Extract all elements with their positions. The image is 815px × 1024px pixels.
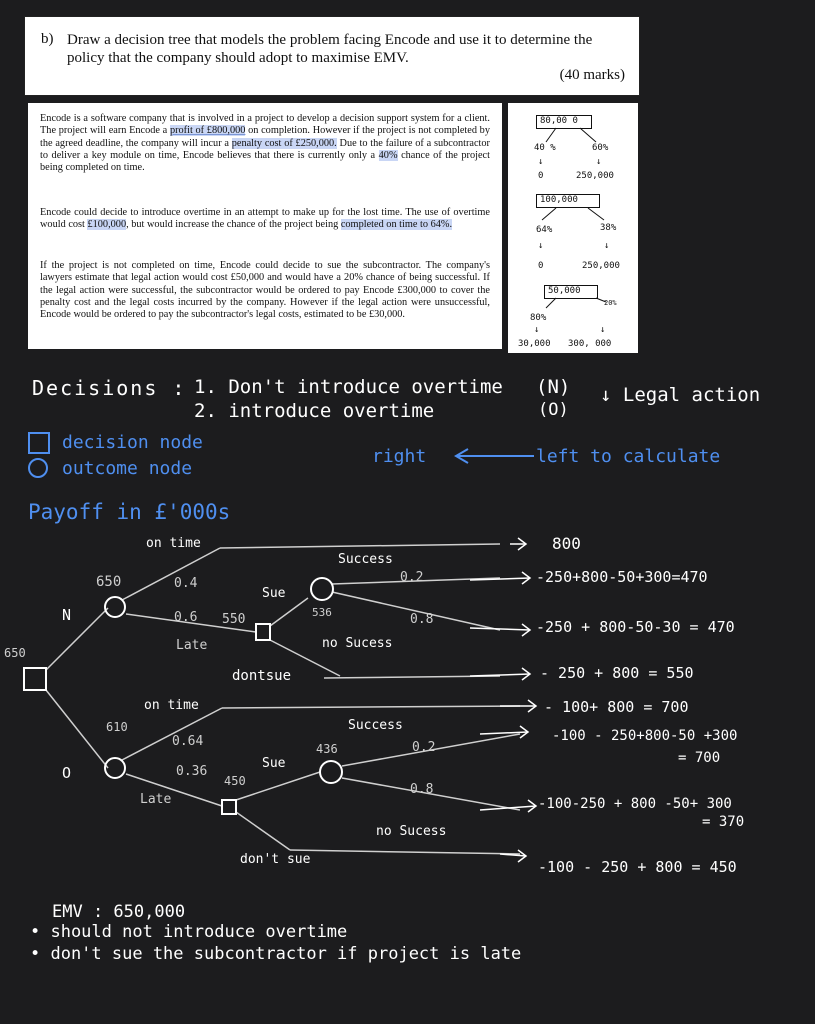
bottom-late-decision-node [222,800,236,814]
side-p20: 20% [604,299,617,307]
emv-result: EMV : 650,000 [52,902,186,922]
o-outcome-node [105,758,125,778]
top-late-decision-node [256,624,270,640]
right-label: right [372,446,427,467]
n-value: 650 [96,574,122,590]
no-success-top-label: no Sucess [322,636,393,651]
passage-paragraph-2: Encode could decide to introduce overtime in an attempt to make up for the lost time. The use of overtime would cost £100,000, but would increase the chance of the project being completed on time to 64%. [40,207,490,231]
question-text: Draw a decision tree that models the problem facing Encode and use it to determine the policy that the company should adopt to maximise EMV. [67,32,593,66]
side-v250b: 250,000 [582,261,620,271]
payoff-row-4: - 250 + 800 = 550 [540,664,694,682]
p06-label: 0.6 [174,610,198,625]
success-top-label: Success [338,552,393,567]
v436-label: 436 [316,742,338,756]
side-v0b: 0 [538,261,544,271]
side-p64: 64% [536,225,553,235]
p08-bottom-label: 0.8 [410,782,434,797]
side-v300: 300, 000 [568,339,612,349]
dontsue-bottom-label: don't sue [240,852,311,867]
sue-top-label: Sue [262,586,286,601]
payoff-row-7a: -100-250 + 800 -50+ 300 [538,796,732,812]
side-v30: 30,000 [518,339,551,349]
decision-code-n: (N) [536,376,571,398]
late-bottom-label: Late [140,792,172,807]
conclusion-2: • don't sue the subcontractor if project is late [30,944,522,964]
v550-label: 550 [222,612,246,627]
side-arrow: ↓ [600,325,606,335]
side-arrow: ↓ [534,325,540,335]
payoff-row-5: - 100+ 800 = 700 [544,698,689,716]
legal-action-label: ↓ Legal action [600,384,761,406]
dontsue-top-label: dontsue [232,668,292,684]
side-v0a: 0 [538,171,544,181]
no-success-bottom-label: no Sucess [376,824,447,839]
side-v250a: 250,000 [576,171,614,181]
side-box-3-text: 50,000 [548,286,581,296]
conclusion-1: • should not introduce overtime [30,922,348,942]
side-p60: 60% [592,143,609,153]
n-label: N [62,606,72,624]
p064-label: 0.64 [172,734,204,749]
payoff-row-1: 800 [552,534,581,553]
passage-paragraph-1: Encode is a software company that is involved in a project to develop a decision support system for a client. The project will earn Encode a profit of £800,000 on completion. However if the project is not completed by the agreed deadline, the company will incur a penalty cost of £250,000. Due to the failure of a subcontractor to deliver a key module on time, Encode believes that there is currently only a 40% chance of the project being completed on time. [40,113,490,174]
question-marks: (40 marks) [559,67,625,83]
side-p80: 80% [530,313,547,323]
payoff-row-6a: -100 - 250+800-50 +300 [552,728,738,744]
side-arrow: ↓ [596,157,602,167]
payoff-row-6b: = 700 [678,750,721,766]
p036-label: 0.36 [176,764,208,779]
payoff-row-2: -250+800-50+300=470 [536,568,708,586]
p02-top-label: 0.2 [400,570,424,585]
decision-item-1: 1. Don't introduce overtime [194,376,503,398]
o-label: O [62,764,72,782]
side-notes [508,103,638,353]
root-value: 650 [4,646,26,660]
payoff-row-3: -250 + 800-50-30 = 470 [536,618,735,636]
passage-paragraph-3: If the project is not completed on time, Encode could decide to sue the subcontractor. The company's lawyers estimate that legal action would cost £50,000 and would have a 20% chance of being successful. If the legal action were successful, the subcontractor would be ordered to pay Encode £300,000 to cover the penalty cost and the legal costs incurred by the company. However if the legal action were unsuccessful, Encode would be ordered to pay the subcontractor's legal costs, estimated to be £30,000. [40,260,490,321]
decisions-label: Decisions : [32,376,187,400]
decision-code-o: (O) [538,400,569,420]
decision-item-2: 2. introduce overtime [194,400,435,422]
left-to-calculate-label: left to calculate [536,446,721,467]
decision-node-legend-icon [28,432,50,454]
success-bottom-label: Success [348,718,403,733]
payoff-row-7b: = 370 [702,814,745,830]
problem-passage [28,103,502,349]
side-arrow: ↓ [604,241,610,251]
question-number: b) [41,31,54,47]
side-p38: 38% [600,223,617,233]
outcome-node-legend-icon [28,458,48,478]
bottom-sue-outcome-node [320,761,342,783]
on-time-top-label: on time [146,536,201,551]
side-p40: 40 % [534,143,556,153]
p04-label: 0.4 [174,576,198,591]
v450-label: 450 [224,774,246,788]
payoff-title: Payoff in £'000s [28,500,231,524]
outcome-node-legend: outcome node [62,458,193,479]
sue-bottom-label: Sue [262,756,286,771]
p08-top-label: 0.8 [410,612,434,627]
p02-bottom-label: 0.2 [412,740,436,755]
side-box-2-text: 100,000 [540,195,578,205]
root-decision-node [24,668,46,690]
top-sue-outcome-node [311,578,333,600]
on-time-bottom-label: on time [144,698,199,713]
v536-label: 536 [312,606,332,619]
question-box [24,16,640,96]
o-value: 610 [106,720,128,734]
decision-node-legend: decision node [62,432,203,453]
side-box-1-text: 80,00 0 [540,116,578,126]
late-top-label: Late [176,638,208,653]
side-arrow: ↓ [538,241,544,251]
n-outcome-node [105,597,125,617]
side-arrow: ↓ [538,157,544,167]
payoff-row-8: -100 - 250 + 800 = 450 [538,858,737,876]
